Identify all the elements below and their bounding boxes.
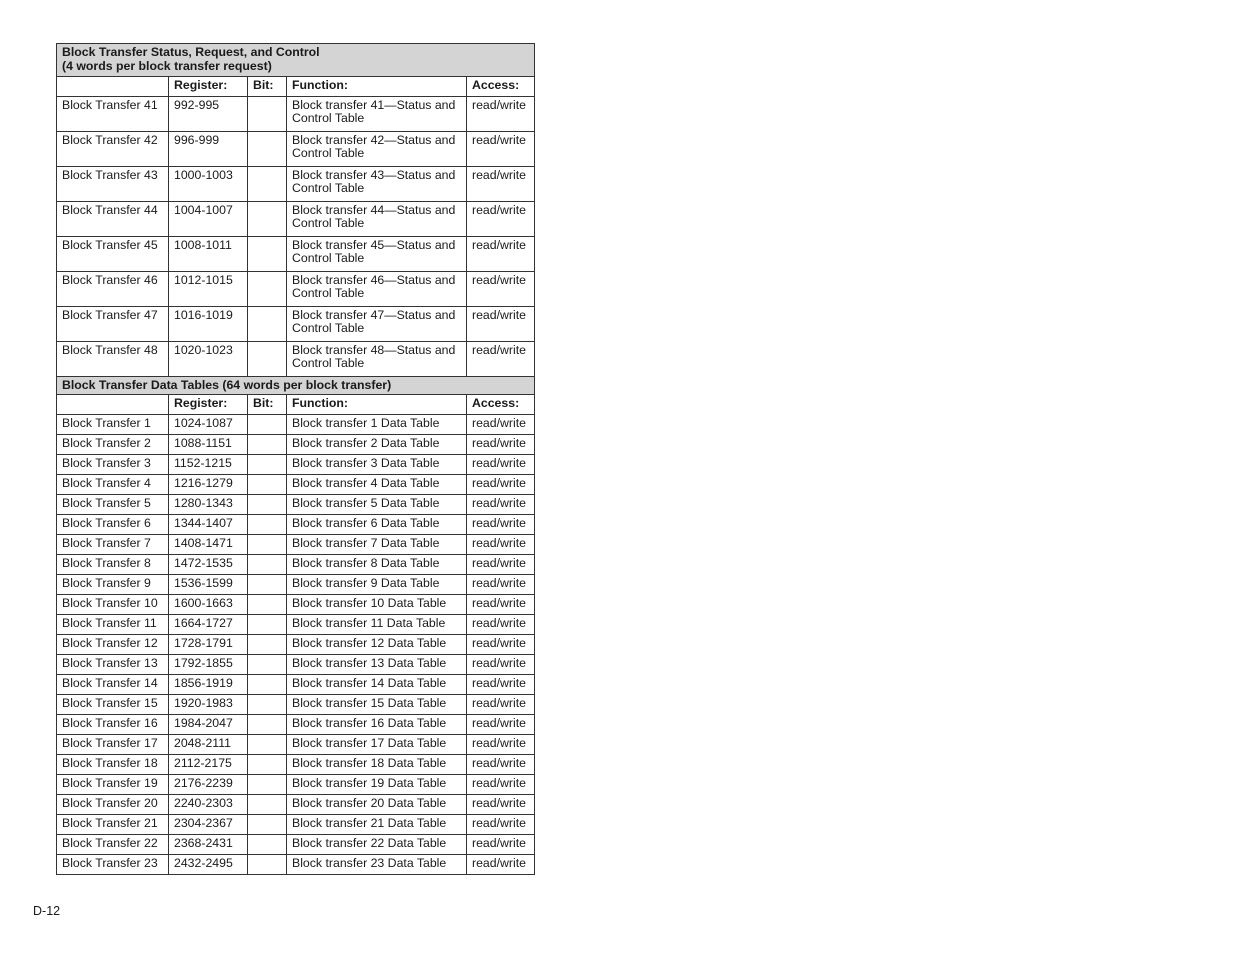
row-name: Block Transfer 8 <box>57 555 169 575</box>
status-control-section <box>57 44 535 377</box>
row-access: read/write <box>467 271 535 306</box>
row-function: Block transfer 12 Data Table <box>287 635 467 655</box>
table-row <box>57 455 535 475</box>
table-row <box>57 515 535 535</box>
table-row <box>57 131 535 166</box>
row-name: Block Transfer 2 <box>57 435 169 455</box>
row-access: read/write <box>467 415 535 435</box>
row-access: read/write <box>467 475 535 495</box>
data-tables-rows <box>57 415 535 875</box>
row-register: 2432-2495 <box>169 855 248 875</box>
row-name: Block Transfer 45 <box>57 236 169 271</box>
row-bit <box>248 455 287 475</box>
table-row <box>57 615 535 635</box>
row-register: 1664-1727 <box>169 615 248 635</box>
row-name: Block Transfer 10 <box>57 595 169 615</box>
header-bit: Bit: <box>248 395 287 415</box>
section-title-line1: Block Transfer Status, Request, and Control <box>62 45 320 59</box>
row-bit <box>248 695 287 715</box>
table-row <box>57 595 535 615</box>
row-function: Block transfer 7 Data Table <box>287 535 467 555</box>
table-row <box>57 715 535 735</box>
row-register: 1216-1279 <box>169 475 248 495</box>
row-name: Block Transfer 13 <box>57 655 169 675</box>
table-row <box>57 201 535 236</box>
row-bit <box>248 855 287 875</box>
row-bit <box>248 495 287 515</box>
row-access: read/write <box>467 555 535 575</box>
row-bit <box>248 131 287 166</box>
section-title: Block Transfer Data Tables (64 words per block transfer) <box>57 376 535 395</box>
table-row <box>57 495 535 515</box>
table-row <box>57 635 535 655</box>
row-function: Block transfer 9 Data Table <box>287 575 467 595</box>
data-tables-section <box>57 376 535 415</box>
row-name: Block Transfer 22 <box>57 835 169 855</box>
header-register: Register: <box>169 395 248 415</box>
row-bit <box>248 615 287 635</box>
row-function: Block transfer 47—Status and Control Table <box>287 306 467 341</box>
row-access: read/write <box>467 515 535 535</box>
row-function: Block transfer 19 Data Table <box>287 775 467 795</box>
row-bit <box>248 755 287 775</box>
row-bit <box>248 475 287 495</box>
row-access: read/write <box>467 635 535 655</box>
row-name: Block Transfer 41 <box>57 96 169 131</box>
table-row <box>57 341 535 376</box>
row-function: Block transfer 42—Status and Control Table <box>287 131 467 166</box>
section-header-row <box>57 376 535 395</box>
row-bit <box>248 96 287 131</box>
row-register: 1008-1011 <box>169 236 248 271</box>
row-register: 1152-1215 <box>169 455 248 475</box>
row-bit <box>248 236 287 271</box>
table-row <box>57 735 535 755</box>
table-row <box>57 415 535 435</box>
row-access: read/write <box>467 775 535 795</box>
row-name: Block Transfer 11 <box>57 615 169 635</box>
row-register: 1728-1791 <box>169 635 248 655</box>
row-name: Block Transfer 43 <box>57 166 169 201</box>
row-access: read/write <box>467 131 535 166</box>
header-access: Access: <box>467 395 535 415</box>
row-bit <box>248 201 287 236</box>
row-bit <box>248 306 287 341</box>
section-header-row <box>57 44 535 77</box>
row-access: read/write <box>467 615 535 635</box>
header-register: Register: <box>169 76 248 96</box>
row-register: 1536-1599 <box>169 575 248 595</box>
row-register: 2176-2239 <box>169 775 248 795</box>
row-function: Block transfer 16 Data Table <box>287 715 467 735</box>
row-access: read/write <box>467 595 535 615</box>
row-name: Block Transfer 17 <box>57 735 169 755</box>
row-function: Block transfer 17 Data Table <box>287 735 467 755</box>
register-table <box>56 43 535 875</box>
row-name: Block Transfer 9 <box>57 575 169 595</box>
row-name: Block Transfer 15 <box>57 695 169 715</box>
row-access: read/write <box>467 455 535 475</box>
row-register: 1792-1855 <box>169 655 248 675</box>
row-register: 1600-1663 <box>169 595 248 615</box>
table-row <box>57 575 535 595</box>
row-name: Block Transfer 18 <box>57 755 169 775</box>
row-name: Block Transfer 16 <box>57 715 169 735</box>
row-name: Block Transfer 1 <box>57 415 169 435</box>
row-function: Block transfer 44—Status and Control Table <box>287 201 467 236</box>
row-name: Block Transfer 46 <box>57 271 169 306</box>
table-row <box>57 435 535 455</box>
row-name: Block Transfer 42 <box>57 131 169 166</box>
row-bit <box>248 166 287 201</box>
row-access: read/write <box>467 341 535 376</box>
row-name: Block Transfer 23 <box>57 855 169 875</box>
row-access: read/write <box>467 535 535 555</box>
row-function: Block transfer 4 Data Table <box>287 475 467 495</box>
row-register: 1012-1015 <box>169 271 248 306</box>
row-function: Block transfer 21 Data Table <box>287 815 467 835</box>
header-access: Access: <box>467 76 535 96</box>
row-register: 1472-1535 <box>169 555 248 575</box>
row-register: 2112-2175 <box>169 755 248 775</box>
table-row <box>57 306 535 341</box>
row-register: 1280-1343 <box>169 495 248 515</box>
row-name: Block Transfer 6 <box>57 515 169 535</box>
row-function: Block transfer 2 Data Table <box>287 435 467 455</box>
row-bit <box>248 595 287 615</box>
row-access: read/write <box>467 715 535 735</box>
row-function: Block transfer 8 Data Table <box>287 555 467 575</box>
table-row <box>57 675 535 695</box>
row-bit <box>248 535 287 555</box>
row-function: Block transfer 23 Data Table <box>287 855 467 875</box>
row-register: 1016-1019 <box>169 306 248 341</box>
table-row <box>57 555 535 575</box>
row-function: Block transfer 3 Data Table <box>287 455 467 475</box>
row-register: 1344-1407 <box>169 515 248 535</box>
row-access: read/write <box>467 855 535 875</box>
row-bit <box>248 835 287 855</box>
row-function: Block transfer 22 Data Table <box>287 835 467 855</box>
row-register: 1020-1023 <box>169 341 248 376</box>
section-title <box>57 44 535 77</box>
row-function: Block transfer 46—Status and Control Table <box>287 271 467 306</box>
row-register: 1000-1003 <box>169 166 248 201</box>
row-bit <box>248 575 287 595</box>
row-access: read/write <box>467 166 535 201</box>
header-function: Function: <box>287 76 467 96</box>
table-row <box>57 236 535 271</box>
row-register: 2240-2303 <box>169 795 248 815</box>
row-function: Block transfer 41—Status and Control Table <box>287 96 467 131</box>
row-access: read/write <box>467 306 535 341</box>
table-row <box>57 775 535 795</box>
row-access: read/write <box>467 201 535 236</box>
row-bit <box>248 815 287 835</box>
row-function: Block transfer 48—Status and Control Table <box>287 341 467 376</box>
row-function: Block transfer 10 Data Table <box>287 595 467 615</box>
table-row <box>57 855 535 875</box>
header-bit: Bit: <box>248 76 287 96</box>
row-name: Block Transfer 12 <box>57 635 169 655</box>
row-bit <box>248 555 287 575</box>
header-name <box>57 76 169 96</box>
column-header-row <box>57 76 535 96</box>
row-function: Block transfer 18 Data Table <box>287 755 467 775</box>
row-name: Block Transfer 19 <box>57 775 169 795</box>
row-register: 1088-1151 <box>169 435 248 455</box>
row-register: 1024-1087 <box>169 415 248 435</box>
row-register: 1856-1919 <box>169 675 248 695</box>
row-function: Block transfer 14 Data Table <box>287 675 467 695</box>
row-access: read/write <box>467 96 535 131</box>
row-bit <box>248 655 287 675</box>
row-register: 992-995 <box>169 96 248 131</box>
header-function: Function: <box>287 395 467 415</box>
row-access: read/write <box>467 655 535 675</box>
row-register: 1408-1471 <box>169 535 248 555</box>
table-row <box>57 271 535 306</box>
table-row <box>57 535 535 555</box>
row-function: Block transfer 6 Data Table <box>287 515 467 535</box>
row-access: read/write <box>467 815 535 835</box>
table-row <box>57 835 535 855</box>
row-register: 1004-1007 <box>169 201 248 236</box>
row-name: Block Transfer 4 <box>57 475 169 495</box>
row-name: Block Transfer 21 <box>57 815 169 835</box>
row-access: read/write <box>467 835 535 855</box>
table-row <box>57 96 535 131</box>
row-name: Block Transfer 3 <box>57 455 169 475</box>
row-name: Block Transfer 5 <box>57 495 169 515</box>
row-access: read/write <box>467 435 535 455</box>
row-function: Block transfer 13 Data Table <box>287 655 467 675</box>
row-access: read/write <box>467 795 535 815</box>
table-row <box>57 815 535 835</box>
table-row <box>57 166 535 201</box>
row-access: read/write <box>467 675 535 695</box>
row-bit <box>248 735 287 755</box>
row-register: 1984-2047 <box>169 715 248 735</box>
row-bit <box>248 415 287 435</box>
row-register: 996-999 <box>169 131 248 166</box>
table-row <box>57 475 535 495</box>
row-function: Block transfer 11 Data Table <box>287 615 467 635</box>
row-access: read/write <box>467 695 535 715</box>
row-name: Block Transfer 7 <box>57 535 169 555</box>
table-row <box>57 695 535 715</box>
row-bit <box>248 675 287 695</box>
row-bit <box>248 775 287 795</box>
table-row <box>57 655 535 675</box>
row-register: 2304-2367 <box>169 815 248 835</box>
row-name: Block Transfer 20 <box>57 795 169 815</box>
row-function: Block transfer 1 Data Table <box>287 415 467 435</box>
row-access: read/write <box>467 495 535 515</box>
row-access: read/write <box>467 575 535 595</box>
row-function: Block transfer 20 Data Table <box>287 795 467 815</box>
row-function: Block transfer 43—Status and Control Table <box>287 166 467 201</box>
row-access: read/write <box>467 735 535 755</box>
row-register: 2368-2431 <box>169 835 248 855</box>
section-title-line2: (4 words per block transfer request) <box>62 58 272 73</box>
row-function: Block transfer 45—Status and Control Table <box>287 236 467 271</box>
row-access: read/write <box>467 236 535 271</box>
column-header-row <box>57 395 535 415</box>
row-name: Block Transfer 48 <box>57 341 169 376</box>
row-function: Block transfer 5 Data Table <box>287 495 467 515</box>
row-bit <box>248 341 287 376</box>
row-bit <box>248 435 287 455</box>
row-name: Block Transfer 47 <box>57 306 169 341</box>
header-name <box>57 395 169 415</box>
row-bit <box>248 515 287 535</box>
row-register: 2048-2111 <box>169 735 248 755</box>
row-name: Block Transfer 14 <box>57 675 169 695</box>
row-bit <box>248 795 287 815</box>
table-row <box>57 755 535 775</box>
row-register: 1920-1983 <box>169 695 248 715</box>
row-bit <box>248 635 287 655</box>
row-function: Block transfer 15 Data Table <box>287 695 467 715</box>
row-bit <box>248 271 287 306</box>
row-access: read/write <box>467 755 535 775</box>
row-bit <box>248 715 287 735</box>
table-row <box>57 795 535 815</box>
page-number: D-12 <box>33 904 61 918</box>
row-name: Block Transfer 44 <box>57 201 169 236</box>
